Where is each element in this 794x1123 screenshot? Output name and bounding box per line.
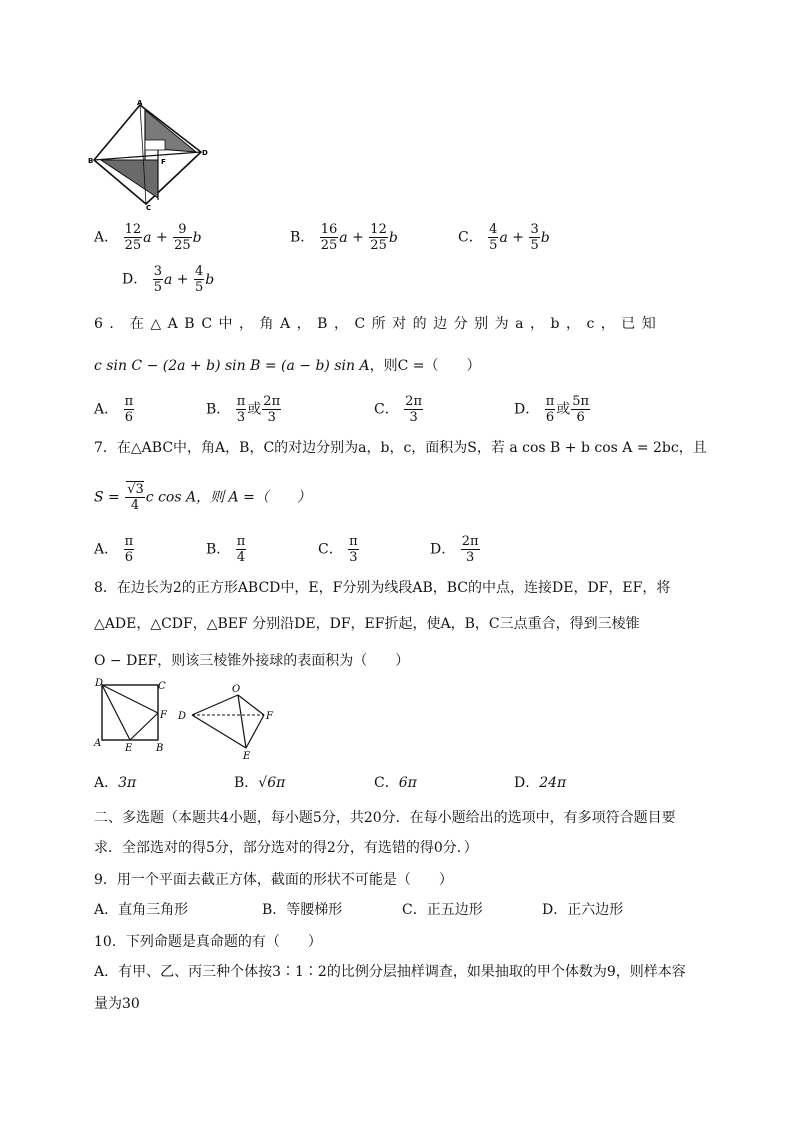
- svg-text:B: B: [156, 743, 164, 754]
- fig5-label-B: B: [88, 157, 94, 165]
- q6-formula: c sin C − (2a + b) sin B = (a − b) sin A: [94, 358, 370, 374]
- q6-option-a[interactable]: A． $\frac{\pi}{6}$: [94, 394, 134, 425]
- q10-stem: 10．下列命题是真命题的有（ ）: [94, 934, 322, 950]
- svg-text:D: D: [95, 678, 104, 689]
- q7-option-b[interactable]: B． $\frac{\pi}{4}$: [206, 534, 246, 565]
- q8-stem-line1: 8．在边长为2的正方形ABCD中，E，F分别为线段AB，BC的中点，连接DE，DF，EF，将: [94, 580, 671, 596]
- q8-stem-line3: O − DEF，则该三棱锥外接球的表面积为（ ）: [94, 653, 410, 669]
- q7-option-d[interactable]: D． $\frac{2\pi}{3}$: [430, 534, 479, 565]
- q9-option-c[interactable]: C．正五边形: [402, 902, 483, 918]
- svg-text:E: E: [243, 751, 251, 760]
- question-5-figure: [88, 100, 213, 210]
- svg-text:C: C: [158, 681, 166, 692]
- q7-stem-line1: 7．在△ABC中，角A，B，C的对边分别为a，b，c，面积为S，若 a cos B + b cos A = 2bc，且: [94, 440, 707, 456]
- q10-option-a-line1[interactable]: A．有甲、乙、丙三种个体按3∶1∶2的比例分层抽样调查，如果抽取的甲个体数为9，则样本容: [94, 964, 686, 980]
- q8-square-figure: [92, 676, 172, 754]
- q8-option-b[interactable]: B．√6π: [234, 775, 286, 791]
- q8-option-c[interactable]: C．6π: [374, 775, 417, 791]
- q5-option-d[interactable]: D． $\frac{3}{5}$ a + $\frac{4}{5}$ b: [122, 264, 215, 295]
- q9-option-a[interactable]: A．直角三角形: [94, 902, 189, 918]
- svg-text:F: F: [266, 711, 273, 722]
- q6-stem-line2: c sin C − (2a + b) sin B = (a − b) sin A，则C =（ ）: [94, 358, 481, 374]
- q7-option-a[interactable]: A． $\frac{\pi}{6}$: [94, 534, 134, 565]
- q9-stem: 9．用一个平面去截正方体，截面的形状不可能是（ ）: [94, 872, 453, 888]
- q8-pyramid-figure: [176, 682, 280, 760]
- q5-option-c[interactable]: C． $\frac{4}{5}$ a + $\frac{3}{5}$ b: [458, 222, 550, 253]
- fig5-label-A: A: [137, 100, 143, 107]
- q7-option-c[interactable]: C． $\frac{\pi}{3}$: [318, 534, 358, 565]
- q6-stem-line1: 6．在△ABC中，角A，B，C所对的边分别为a，b，c，已知: [94, 316, 663, 332]
- q5-option-a[interactable]: A． $\frac{12}{25}$ a + $\frac{9}{25}$ b: [94, 222, 202, 253]
- q9-option-b[interactable]: B．等腰梯形: [262, 902, 343, 918]
- q8-option-a[interactable]: A．3π: [94, 775, 137, 791]
- q6-option-d[interactable]: D． $\frac{\pi}{6}$ 或 $\frac{5\pi}{6}$: [514, 394, 590, 425]
- section-2-heading-line1: 二、多选题（本题共4小题，每小题5分，共20分．在每小题给出的选项中，有多项符合题目要: [94, 810, 676, 826]
- svg-text:E: E: [125, 743, 133, 754]
- fig5-label-D: D: [202, 149, 208, 157]
- svg-text:D: D: [178, 711, 187, 722]
- shaded-region-bottom: [101, 160, 158, 198]
- q6-option-b[interactable]: B． $\frac{\pi}{3}$ 或 $\frac{2\pi}{3}$: [206, 394, 281, 425]
- svg-text:A: A: [94, 738, 102, 749]
- q9-option-d[interactable]: D．正六边形: [542, 902, 624, 918]
- fig5-label-C: C: [146, 204, 152, 210]
- svg-text:F: F: [160, 710, 167, 721]
- q5-option-b[interactable]: B． $\frac{16}{25}$ a + $\frac{12}{25}$ b: [290, 222, 398, 253]
- q8-stem-line2: △ADE，△CDF，△BEF 分别沿DE，DF，EF折起，使A，B，C三点重合，得到三棱锥: [94, 616, 640, 632]
- q7-stem-line2: S = $\frac{√3}{4}$ c cos A，则 A =（ ）: [94, 482, 311, 513]
- fig5-label-F: F: [161, 158, 166, 166]
- q6-option-c[interactable]: C． $\frac{2\pi}{3}$: [374, 394, 422, 425]
- section-2-heading-line2: 求．全部选对的得5分，部分选对的得2分，有选错的得0分．）: [94, 840, 478, 856]
- q8-option-d[interactable]: D．24π: [514, 775, 567, 791]
- q10-option-a-line2[interactable]: 量为30: [94, 996, 140, 1012]
- svg-text:O: O: [232, 684, 241, 695]
